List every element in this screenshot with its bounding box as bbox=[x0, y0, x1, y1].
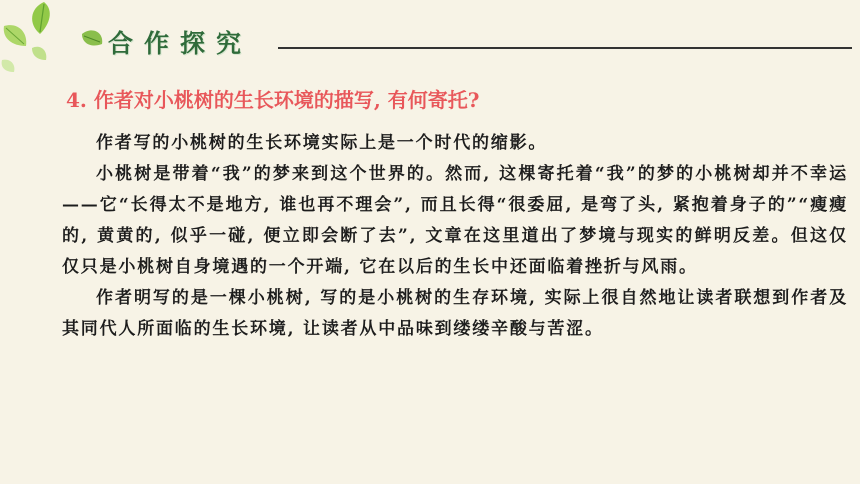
paragraph-3: 作者明写的是一棵小桃树, 写的是小桃树的生存环境, 实际上很自然地让读者联想到作者及其同代人所面临的生长环境, 让读者从中品味到缕缕辛酸与苦涩。 bbox=[62, 288, 848, 339]
paragraph-2: 小桃树是带着“我”的梦来到这个世界的。然而, 这棵寄托着“我”的梦的小桃树却并不幸运——它“长得太不是地方, 谁也再不理会”, 而且长得“很委屈, 是弯了头, 紧抱着身子的”“瘦瘦的, 黄黄的, 似乎一碰, 便立即会断了去”, 文章在这里道出了梦境与现实的鲜明反差。但这仅仅只是小桃树自身境遇的一个开端, 它在以后的生长中还面临着挫折与风雨。 bbox=[62, 164, 848, 277]
section-title: 合作探究 bbox=[108, 29, 253, 58]
title-divider bbox=[278, 47, 852, 49]
question-heading: 4. 作者对小桃树的生长环境的描写, 有何寄托? bbox=[66, 88, 480, 112]
answer-body bbox=[62, 128, 848, 345]
paragraph-1: 作者写的小桃树的生长环境实际上是一个时代的缩影。 bbox=[96, 133, 548, 153]
